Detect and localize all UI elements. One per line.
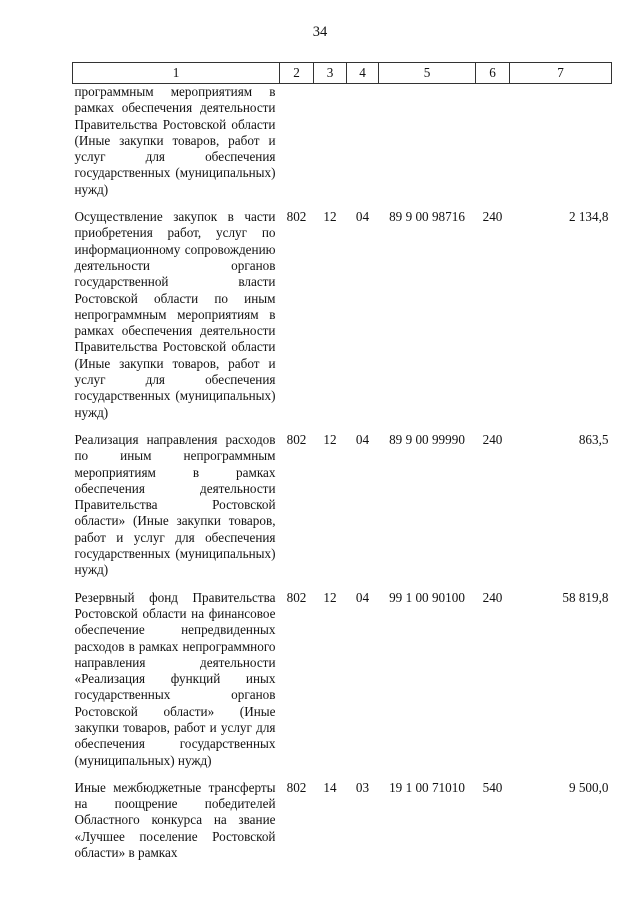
- row-expense-type: 240: [482, 209, 503, 225]
- header-col-4: 4: [347, 63, 379, 84]
- table-header-row: [73, 63, 612, 84]
- row-subsection: [347, 84, 379, 210]
- header-col-1: 1: [73, 63, 280, 84]
- row-section: 12: [323, 431, 337, 447]
- header-col-6: 6: [476, 63, 510, 84]
- row-amount: 863,5: [578, 431, 609, 447]
- row-target-article: 89 9 00 98716: [389, 209, 465, 225]
- row-ministry-code: [280, 84, 314, 210]
- table-row: [73, 84, 612, 210]
- table-row: [73, 590, 612, 780]
- table-row: [73, 432, 612, 590]
- row-description: Резервный фонд Правительства Ростовской области на финансовое обеспечение непредвиденных расходов в рамках непрограммного направления деятельности «Реализация функций иных государственных органов Ростовской области» (Иные закупки товаров, работ и услуг для обеспечения государственных (муниципальных) нужд): [74, 589, 276, 768]
- row-section: 14: [323, 779, 337, 795]
- row-target-article: 99 1 00 90100: [389, 589, 465, 605]
- header-col-5: 5: [379, 63, 476, 84]
- row-amount: [510, 84, 612, 210]
- row-section: 12: [323, 589, 337, 605]
- row-expense-type: [476, 84, 510, 210]
- row-subsection: 04: [355, 431, 370, 447]
- row-subsection: 04: [355, 589, 370, 605]
- row-target-article: 19 1 00 71010: [389, 779, 465, 795]
- row-ministry-code: 802: [286, 589, 307, 605]
- row-ministry-code: 802: [286, 209, 307, 225]
- row-amount: 9 500,0: [568, 779, 609, 795]
- row-target-article: [379, 84, 476, 210]
- header-col-3: 3: [314, 63, 347, 84]
- row-subsection: 03: [355, 779, 370, 795]
- row-section: 12: [323, 209, 337, 225]
- table-row: [73, 209, 612, 432]
- table-row: [73, 780, 612, 861]
- row-expense-type: 240: [482, 589, 503, 605]
- row-description: Иные межбюджетные трансферты на поощрение победителей Областного конкурса на звание «Лучшее поселение Ростовской области» в рамках: [74, 779, 276, 861]
- row-ministry-code: 802: [286, 431, 307, 447]
- row-section: [314, 84, 347, 210]
- row-amount: 58 819,8: [562, 589, 609, 605]
- row-subsection: 04: [355, 209, 370, 225]
- page-number: 34: [312, 24, 328, 40]
- row-description: Осуществление закупок в части приобретения работ, услуг по информационному сопровождению деятельности органов государственной власти Ростовской области по иным непрограммным мероприятиям в рамках обеспечения деятельности Правительства Ростовской области (Иные закупки товаров, работ и услуг для обеспечения государственных (муниципальных) нужд): [74, 209, 276, 420]
- row-expense-type: 540: [482, 779, 503, 795]
- row-amount: 2 134,8: [568, 209, 609, 225]
- row-description: Реализация направления расходов по иным непрограммным мероприятиям в рамках обеспечения деятельности Правительства Ростовской области» (Иные закупки товаров, работ и услуг для обеспечения государственных (муниципальных) нужд): [74, 431, 276, 578]
- row-target-article: 89 9 00 99990: [389, 431, 465, 447]
- header-col-2: 2: [280, 63, 314, 84]
- row-expense-type: 240: [482, 431, 503, 447]
- row-description: программным мероприятиям в рамках обеспечения деятельности Правительства Ростовской области (Иные закупки товаров, работ и услуг для обеспечения государственных (муниципальных) нужд): [74, 84, 276, 197]
- header-col-7: 7: [510, 63, 612, 84]
- row-ministry-code: 802: [286, 779, 307, 795]
- budget-table: [72, 62, 612, 861]
